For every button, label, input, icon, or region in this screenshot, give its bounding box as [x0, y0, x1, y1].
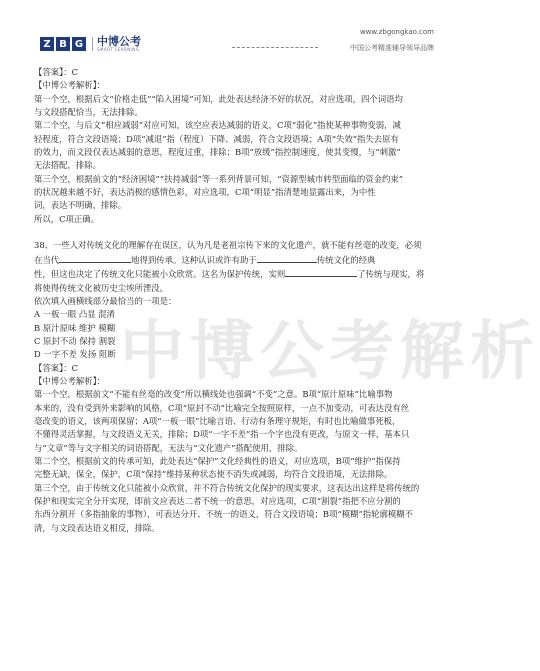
- logo-letter-g: G: [72, 37, 86, 51]
- text-line: 第三个空，由于传统文化只能被小众欣赏，并不符合传统文化保护的现实要求，这表达出这样是将传统的: [34, 482, 420, 493]
- text-line: D 一字不差 发扬 阻断: [34, 349, 116, 360]
- logo-text: [97, 36, 141, 52]
- text-line: 与文段搭配恰当，无法排除。: [34, 107, 143, 118]
- text-line: 将使得传统文化被历史尘埃所湮没。: [34, 282, 168, 293]
- zbg-logo: [40, 36, 141, 52]
- text-line: 保护和现实完全分开实现，即前文应表达二者不统一的意思，对应选项，C项“割裂”指把不应分割的: [34, 496, 401, 506]
- paragraph-gap: [34, 226, 444, 239]
- logo-letter-z: Z: [40, 37, 54, 51]
- text-line: 毫改变的语义，该两项保留；A项“一板一眼”比喻言语、行动有条理守规矩，有时也比喻做事死板，: [34, 415, 401, 426]
- text-line: 第一个空，根据后文“价格走低”“陷入困境”可知，此处表达经济不好的状况，对应选项，四个词语均: [34, 93, 403, 104]
- logo-letter-b: B: [56, 37, 70, 51]
- fill-in-blank: [59, 253, 131, 263]
- text-line: 与“文章”等与文字相关的词语搭配，无法与“文化遗产”搭配使用，排除。: [34, 442, 303, 453]
- text-line: 第三个空，根据前文的“经济困境”“扶持减弱”等一系列背景可知，“资源型城市转型面临的资金约束”: [34, 173, 404, 184]
- logo-tagline: SMART LEARNING: [97, 47, 140, 52]
- text-line: 的状况越来越不好，表达消极的感情色彩，对应选项，C项“明显”指清楚地显露出来，为中性: [34, 187, 376, 198]
- text-line: 第一个空，根据前文“不能有丝毫的改变”所以横线处也强调“不变”之意。B项“原汁原味”比喻事物: [34, 389, 393, 400]
- header-slogan: 中国公考精准辅导领导品牌: [350, 44, 434, 52]
- text-segment: 了传统与现实，将: [357, 269, 425, 280]
- fill-in-blank: [257, 253, 317, 263]
- text-segment: 在当代: [34, 254, 60, 265]
- watermark: 中博公考解析: [120, 315, 540, 389]
- text-segment: 传统文化的经典: [316, 254, 376, 265]
- text-line: 【中博公考解析】：: [34, 375, 106, 386]
- text-line: 【答案】：C: [34, 67, 79, 77]
- text-line: 完整无缺，保全，保护，C项“保持”维持某种状态使不消失或减弱，均符合文段语境，无法排除。: [34, 469, 393, 480]
- text-line: 【答案】：C: [34, 362, 79, 373]
- text-line: 第二个空，与后文“相应减弱”对应可知，该空应表达减弱的语义，C项“弱化”指使某种事物变弱，减: [34, 120, 401, 131]
- text-line: 轻程度，符合文段语境；D项“减退”指（程度）下降、减弱，符合文段语境；A项“失效”指失去原有: [34, 133, 399, 144]
- fill-in-blank: [285, 267, 357, 277]
- text-line: [34, 267, 444, 281]
- text-line: 无法搭配，排除。: [34, 160, 101, 171]
- text-line: 依次填入画横线部分最恰当的一项是：: [34, 295, 177, 306]
- site-url: www.zbgongkao.com: [359, 28, 434, 36]
- text-line: 38、一些人对传统文化的理解存在误区，认为凡是老祖宗传下来的文化遗产，就不能有丝毫的改变，必须: [34, 240, 422, 251]
- text-line: 本来的，没有受到外来影响的风格，C项“原封不动”比喻完全按照原样，一点不加变动，可表达没有丝: [34, 402, 410, 413]
- text-segment: 地得到传承。这种认识或许有助于: [131, 254, 257, 265]
- text-line: 的效力，而文段仅表达减弱的意思，程度过重，排除；B项“放缓”指控制速度，使其变慢，与“刺激”: [34, 147, 401, 158]
- text-line: B 原汁原味 维护 模糊: [34, 322, 116, 333]
- text-line: 东西分割开（多指抽象的事物），可表达分开、不统一的语义，符合文段语境；B项“模糊”指轮廓模糊不: [34, 509, 414, 520]
- text-line: 【中博公考解析】：: [34, 80, 106, 91]
- header-dashed-line: [232, 47, 318, 48]
- page-header: [0, 0, 474, 62]
- text-line: C 原封不动 保持 割裂: [34, 335, 116, 346]
- text-line: 所以，C项正确。: [34, 213, 100, 224]
- logo-brand-name: 中博公考: [97, 35, 141, 48]
- text-line: 词，表达不明确，排除。: [34, 200, 127, 211]
- text-line: 不懂得灵活掌握，与文段语义无关，排除；D项“一字不差”指一个字也没有更改，与原文一样，基本只: [34, 429, 410, 440]
- text-line: [34, 253, 444, 267]
- text-line: 第二个空，根据前文的传承可知，此处表达“保护”文化经典性的语义，对应选项，B项“维护”指保持: [34, 455, 401, 466]
- text-segment: 性，但这也决定了传统文化只能被小众欣赏。这名为保护传统，实则: [34, 269, 286, 280]
- text-line: 清，与文段表达语义相反，排除。: [34, 522, 160, 533]
- document-body: [34, 66, 444, 535]
- text-line: A 一板一眼 凸显 混淆: [34, 309, 116, 320]
- logo-divider: [92, 37, 93, 51]
